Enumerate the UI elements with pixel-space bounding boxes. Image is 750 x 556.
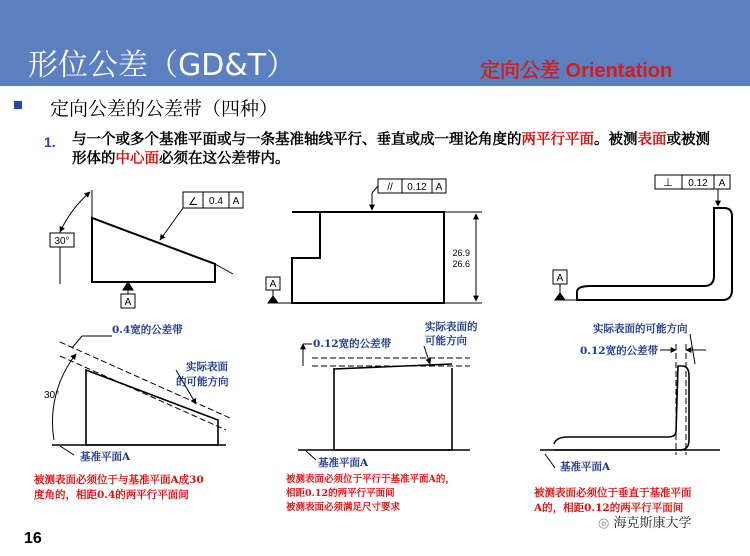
extension-line: [215, 264, 233, 274]
leader-line: [160, 208, 183, 240]
note-line: 被测表面必须位于平行于基准平面A的，: [286, 474, 455, 485]
note-line: 度角的，相距0.4的两平行平面间: [34, 489, 189, 501]
text-segment: 或被测形体的: [72, 132, 710, 167]
surface-label: 实际表面的: [425, 321, 478, 333]
part-outline: [554, 366, 689, 450]
fcf-tolerance: 0.12: [407, 182, 427, 193]
diagram3-drawing: [553, 175, 732, 300]
section-heading: 定向公差的公差带（四种）: [50, 98, 279, 120]
diagram1-note: [34, 473, 204, 503]
text-segment: 。被测: [594, 132, 638, 148]
fcf-datum: A: [232, 196, 240, 207]
diagram2-note: [286, 473, 455, 515]
text-segment: 必须在这公差带内。: [159, 151, 290, 167]
datum-plane-label: 基准平面A: [80, 451, 131, 463]
page-number: 16: [24, 530, 42, 547]
dimension-lower: 26.6: [452, 259, 470, 269]
wechat-icon: ◎: [598, 516, 614, 531]
zone-label: 0.12宽的公差带: [313, 338, 392, 350]
watermark-text: 海克斯康大学: [613, 516, 692, 531]
datum-letter: A: [556, 273, 564, 284]
part-outline: [292, 212, 444, 303]
angle-arc: [60, 192, 90, 232]
fcf-datum: A: [435, 182, 443, 193]
label-leader: [690, 334, 695, 364]
text-highlight: 表面: [637, 132, 667, 148]
diagram2-zone: [298, 344, 470, 460]
fcf-tolerance: 0.12: [688, 178, 708, 189]
fcf-symbol: ∠: [188, 196, 198, 208]
note-line: 被测表面必须位于垂直于基准平面: [534, 487, 692, 499]
zone-label: 0.12宽的公差带: [580, 345, 659, 357]
zone-label: 0.4宽的公差带: [112, 324, 183, 336]
note-line: 被测表面必须满足尺寸要求: [286, 502, 401, 513]
datum-letter: A: [269, 279, 277, 290]
fcf-tolerance: 0.4: [209, 196, 223, 207]
fcf-symbol: //: [387, 182, 393, 193]
label-leader: [545, 454, 555, 468]
part-outline: [334, 368, 452, 450]
diagram1-drawing: [50, 190, 243, 308]
slide-title: 形位公差（GD&T）: [28, 48, 297, 83]
surface-label: 的可能方向: [176, 376, 229, 388]
leader-line: [372, 186, 378, 193]
label-leader: [60, 446, 74, 455]
label-leader: [72, 336, 82, 348]
label-leader: [424, 346, 430, 364]
fcf-symbol: ⊥: [663, 177, 673, 189]
note-line: A的，相距0.12的两平行平面间: [534, 502, 684, 514]
slide-subtitle: 定向公差 Orientation: [480, 60, 673, 82]
part-outline: [92, 218, 215, 282]
surface-label: 实际表面: [186, 361, 228, 373]
diagram1-zone: [52, 336, 230, 455]
fcf-datum: A: [718, 178, 726, 189]
datum-triangle: [268, 296, 278, 303]
note-line: 相距0.12的两平行平面间: [286, 488, 395, 499]
angle-label: 30°: [44, 390, 60, 401]
watermark: [598, 512, 692, 531]
dimension-upper: 26.9: [452, 248, 470, 258]
surface-label: 实际表面的可能方向: [593, 323, 688, 335]
diagram2-drawing: [266, 179, 482, 303]
text-highlight: 两平行平面: [521, 132, 594, 148]
part-outline: [577, 208, 732, 300]
datum-triangle: [123, 282, 133, 290]
label-leader: [306, 451, 316, 460]
datum-letter: A: [124, 297, 132, 308]
datum-triangle: [555, 293, 565, 300]
text-highlight: 中心面: [115, 151, 159, 167]
list-number: 1.: [44, 134, 56, 150]
angle-label: 30°: [54, 236, 70, 247]
text-segment: 与一个或多个基准平面或与一条基准轴线平行、垂直或成一理论角度的: [72, 132, 522, 148]
datum-plane-label: 基准平面A: [318, 457, 369, 469]
surface-label: 可能方向: [425, 335, 467, 347]
datum-plane-label: 基准平面A: [560, 461, 611, 473]
note-line: 被测表面必须位于与基准平面A成30: [34, 474, 204, 486]
